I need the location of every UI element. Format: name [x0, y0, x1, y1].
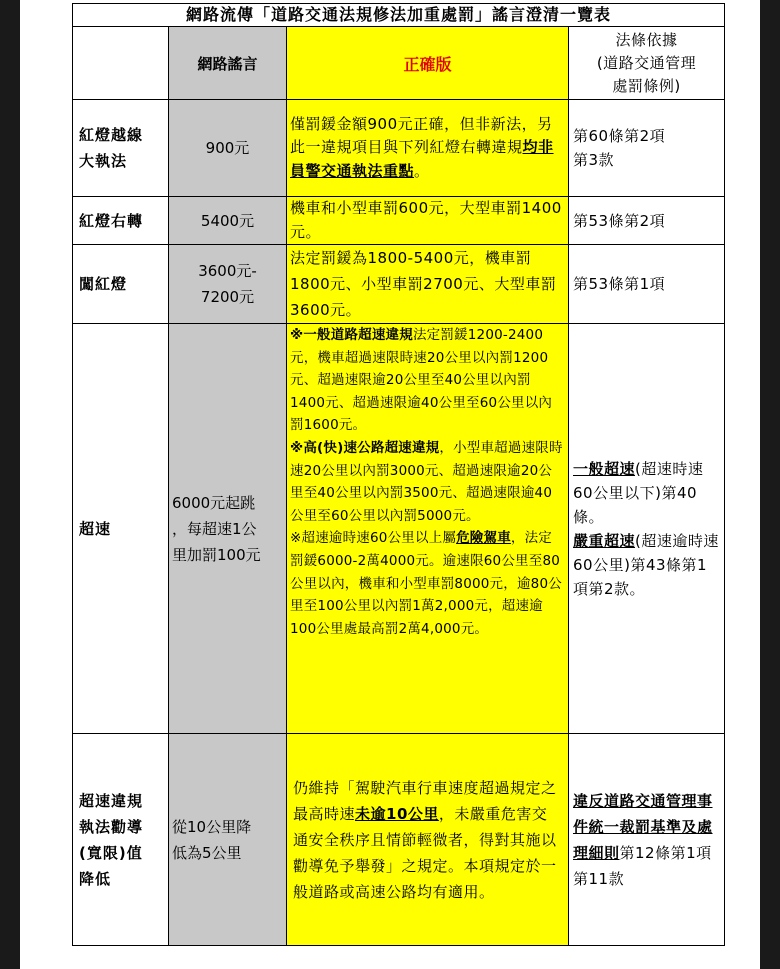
item-line: 執法勸導 [79, 817, 144, 836]
rumor-clarification-table [72, 3, 725, 946]
correct-text: ※超速逾時速60公里以上屬 [290, 530, 457, 547]
item-line: 闖紅燈 [79, 275, 128, 293]
law-text: (超速時速60公里以下)第40條。 [573, 459, 704, 526]
correct-text: 法定罰鍰1200-2400元，機車超過速限時速20公里以內罰1200元、超過速限逾20公里至40公里以內罰1400元、超過速限逾40公里至60公里以內罰1600元。 [290, 327, 553, 434]
correct-text: ，法定罰鍰6000-2萬4000元。逾速限60公里至80公里以內，機車和小型車罰8000元，逾80公里至100公里以內罰1萬2,000元，超速逾100公里處最高罰2萬4,000元。 [290, 530, 562, 637]
correct-cell [287, 245, 569, 324]
table-row [73, 245, 725, 324]
correct-text: ，小型車超過速限時速20公里以內罰3000元、超過速限逾20公里至40公里以內罰3500元、超過速限逾40公里至60公里以內罰5000元。 [290, 439, 563, 524]
rumor-cell [169, 245, 287, 324]
law-line: 第60條第2項 [573, 127, 666, 145]
item-cell [73, 324, 169, 734]
header-law [569, 27, 725, 100]
header-law-line: 法條依據 [615, 30, 678, 49]
table-row [73, 197, 725, 245]
rumor-cell [169, 100, 287, 197]
correct-paragraph [290, 437, 565, 527]
rumor-amount: 里加罰100元 [172, 545, 261, 564]
rumor-cell [169, 324, 287, 734]
rumor-cell [169, 734, 287, 946]
item-line: 超速 [79, 519, 112, 538]
law-paragraph [573, 457, 720, 529]
correct-cell [287, 324, 569, 734]
law-line: 第3款 [573, 151, 615, 169]
table-row [73, 324, 725, 734]
item-line: 大執法 [79, 152, 128, 170]
correct-emphasis: ※一般道路超速違規 [290, 327, 413, 343]
correct-text: 僅罰鍰金額900元正確，但非新法，另此一違規項目與下列紅燈右轉違規 [290, 114, 553, 157]
rumor-amount: 3600元- [198, 262, 257, 280]
law-cell [569, 197, 725, 245]
rumor-amount: 低為5公里 [172, 843, 242, 862]
rumor-cell [169, 197, 287, 245]
table-row [73, 734, 725, 946]
law-paragraph [573, 529, 720, 601]
law-line: 第53條第1項 [573, 275, 666, 293]
table-title: 網路流傳「道路交通法規修法加重處罰」謠言澄清一覽表 [73, 4, 725, 27]
correct-cell [287, 100, 569, 197]
header-rumor: 網路謠言 [169, 27, 287, 100]
correct-cell [287, 197, 569, 245]
correct-emphasis: 均非員警交通執法重點 [290, 138, 554, 180]
item-line: 紅燈右轉 [79, 211, 144, 230]
law-cell [569, 245, 725, 324]
law-emphasis: 嚴重超速 [573, 531, 636, 550]
law-text: 第12條第1項第11款 [573, 843, 712, 888]
law-line: 第53條第2項 [573, 211, 666, 230]
item-line: 降低 [79, 869, 112, 888]
rumor-amount: 900元 [205, 139, 250, 157]
item-cell [73, 100, 169, 197]
correct-paragraph [290, 324, 565, 437]
rumor-amount: 6000元起跳 [172, 493, 256, 512]
rumor-amount: 7200元 [200, 288, 255, 306]
item-cell [73, 197, 169, 245]
rumor-amount: 5400元 [200, 211, 255, 230]
law-cell [569, 324, 725, 734]
correct-text: ，未嚴重危害交通安全秩序且情節輕微者，得對其施以勸導免予舉發」之規定。本項規定於一般道路或高速公路均有適用。 [293, 804, 557, 901]
correct-cell [287, 734, 569, 946]
law-cell [569, 734, 725, 946]
rumor-amount: ，每超速1公 [172, 519, 257, 538]
correct-text: 。 [414, 161, 430, 180]
correct-emphasis: 危險駕車 [456, 530, 511, 547]
correct-text: 機車和小型車罰600元，大型車罰1400元。 [290, 199, 562, 241]
correct-emphasis: ※高(快)速公路超速違規 [290, 439, 440, 456]
item-cell [73, 245, 169, 324]
table-row [73, 100, 725, 197]
law-text: (超速逾時速60公里)第43條第1項第2款。 [573, 531, 719, 598]
law-cell [569, 100, 725, 197]
correct-paragraph [290, 527, 565, 640]
header-law-line: (道路交通管理 [596, 53, 697, 72]
item-line: (寬限)值 [79, 843, 143, 862]
header-correct: 正確版 [287, 27, 569, 100]
rumor-amount: 從10公里降 [172, 817, 252, 836]
correct-emphasis: 未逾10公里 [355, 804, 439, 823]
document-page [20, 0, 760, 969]
item-line: 超速違規 [79, 791, 144, 810]
header-law-line: 處罰條例) [612, 76, 681, 95]
law-emphasis: 一般超速 [573, 459, 636, 478]
correct-text: 法定罰鍰為1800-5400元，機車罰1800元、小型車罰2700元、大型車罰3600元。 [290, 249, 557, 319]
item-cell [73, 734, 169, 946]
law-emphasis: 違反道路交通管理事件統一裁罰基準及處理細則 [573, 791, 713, 862]
item-line: 紅燈越線 [79, 126, 144, 144]
correct-text: 仍維持「駕駛汽車行車速度超過規定之最高時速 [293, 778, 557, 823]
header-item [73, 27, 169, 100]
